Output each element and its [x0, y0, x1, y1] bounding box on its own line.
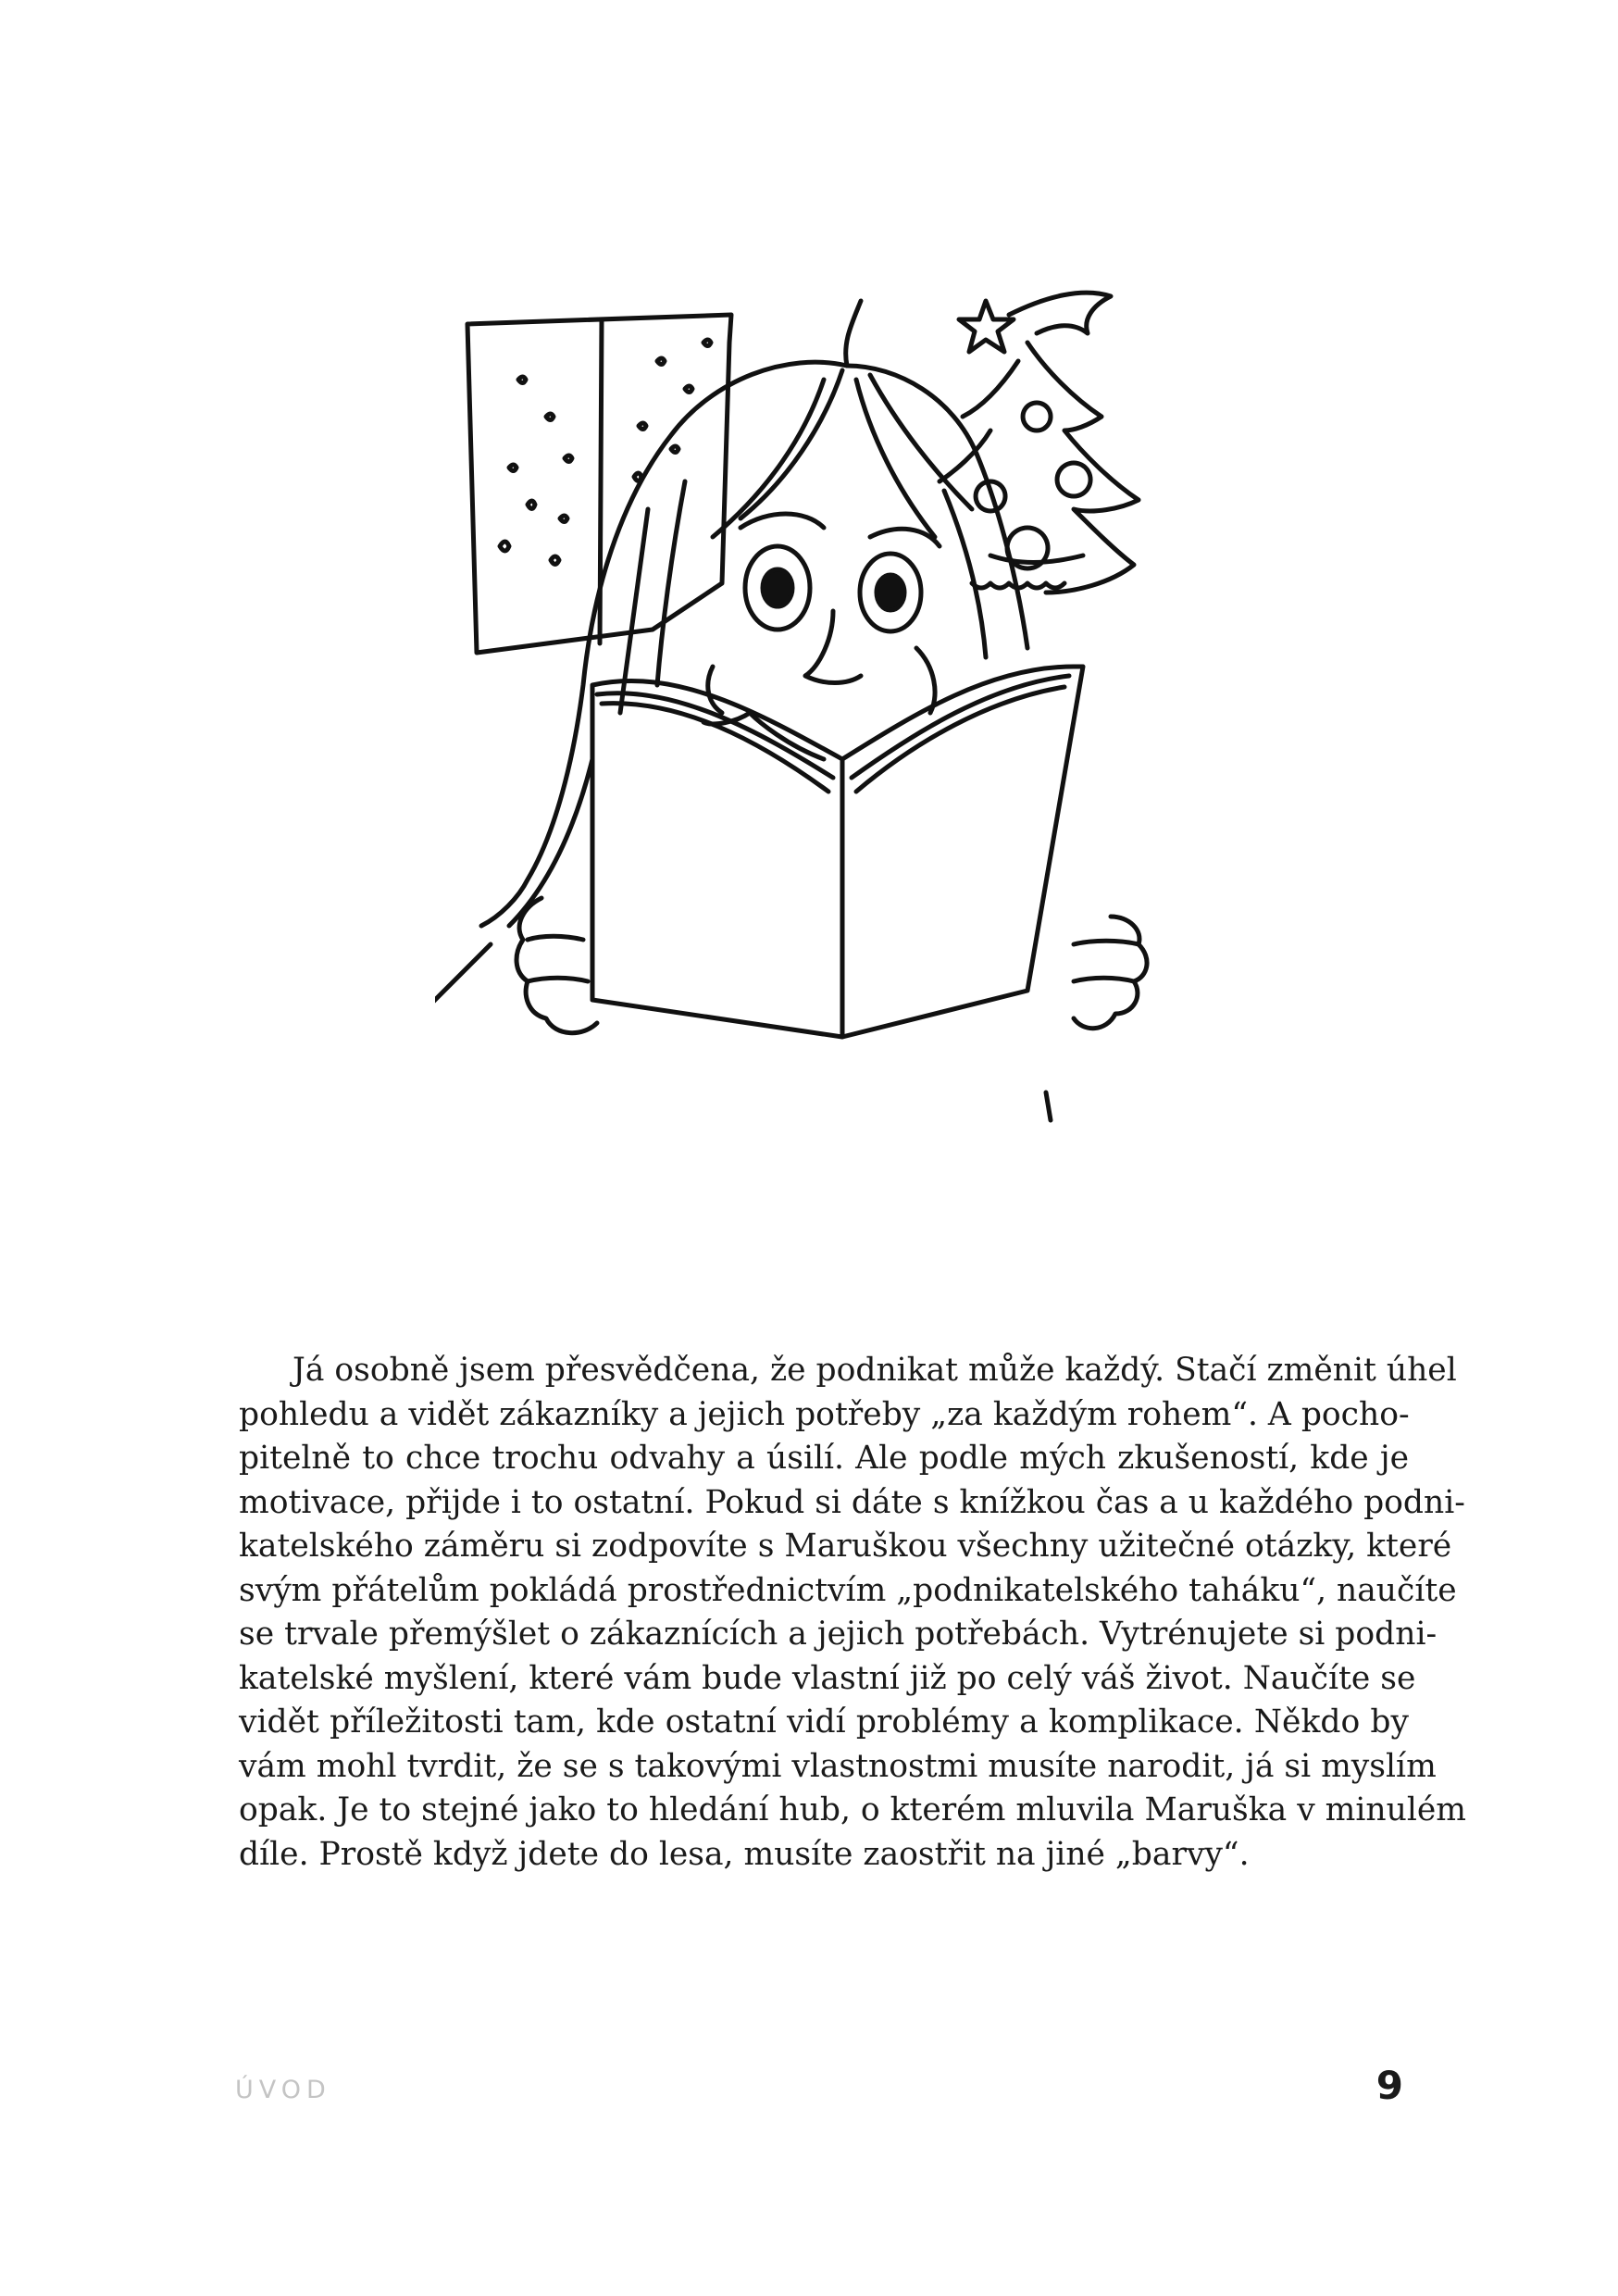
girl-reading-illustration	[435, 278, 1268, 1129]
paragraph-line: vám mohl tvrdit, že se s takovými vlastnostmi musíte narodit, já si myslím	[239, 1747, 1437, 1785]
paragraph-line: vidět příležitosti tam, kde ostatní vidí problémy a komplikace. Někdo by	[239, 1703, 1409, 1741]
paragraph-line: díle. Prostě když jdete do lesa, musíte zaostřit na jiné „barvy“.	[239, 1835, 1250, 1873]
paragraph-line: opak. Je to stejné jako to hledání hub, o kterém mluvila Maruška v minulém	[239, 1791, 1467, 1828]
body-paragraph	[239, 1349, 1467, 1877]
paragraph-line: motivace, přijde i to ostatní. Pokud si dáte s knížkou čas a u každého podni-	[239, 1483, 1465, 1521]
paragraph-line: Já osobně jsem přesvědčena, že podnikat může každý. Stačí změnit úhel	[292, 1352, 1457, 1389]
running-footer-section: ÚVOD	[235, 2076, 331, 2104]
paragraph-line: katelské myšlení, které vám bude vlastní již po celý váš život. Naučíte se	[239, 1659, 1416, 1697]
hands-drawing	[517, 898, 1147, 1120]
page-number: 9	[1375, 2063, 1403, 2108]
paragraph-line: pohledu a vidět zákazníky a jejich potřeby „za každým rohem“. A pocho-	[239, 1395, 1410, 1433]
paragraph-line: se trvale přemýšlet o zákaznících a jejich potřebách. Vytrénujete si podni-	[239, 1616, 1438, 1653]
paragraph-line: svým přátelům pokládá prostřednictvím „podnikatelského taháku“, naučíte	[239, 1571, 1457, 1609]
paragraph-line: katelského záměru si zodpovíte s Maruškou všechny užitečné otázky, které	[239, 1528, 1452, 1565]
paragraph-line: pitelně to chce trochu odvahy a úsilí. Ale podle mých zkušeností, kde je	[239, 1440, 1409, 1477]
girl-reading-book-icon	[435, 278, 1268, 1129]
window-drawing	[467, 315, 731, 653]
book-drawing	[592, 667, 1083, 1037]
face-drawing	[708, 514, 940, 713]
